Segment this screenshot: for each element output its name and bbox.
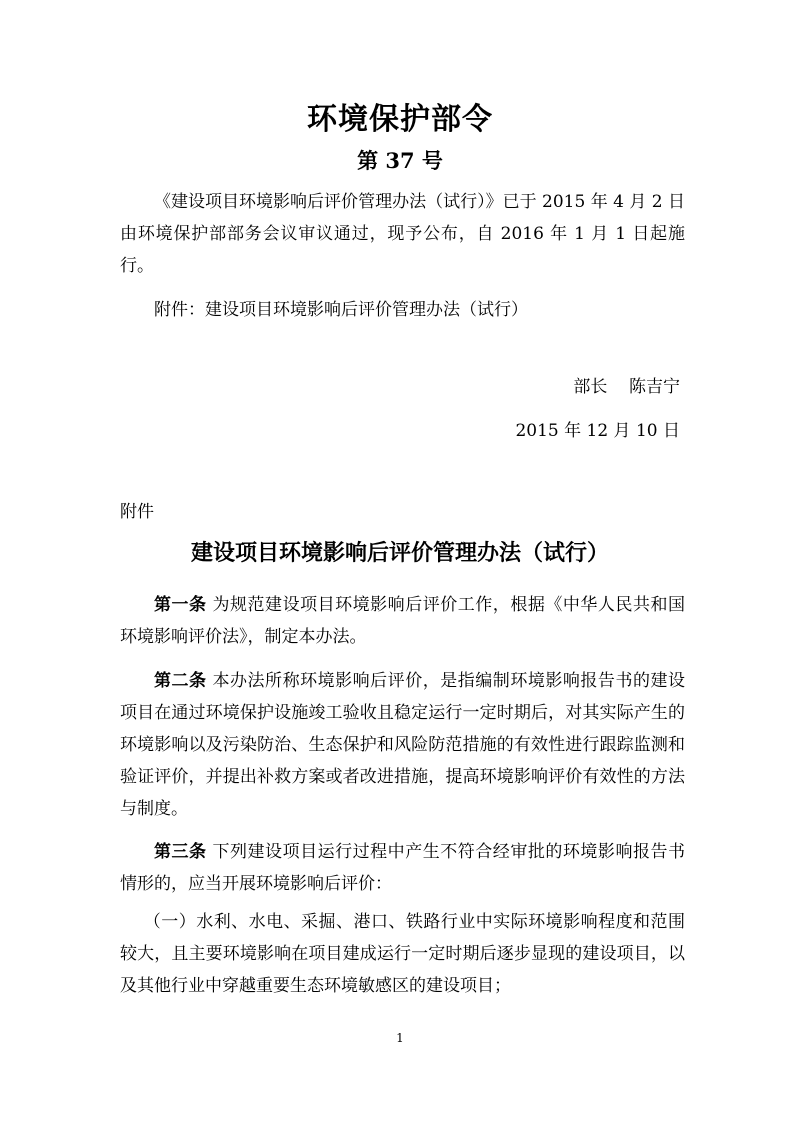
article-3 [120, 836, 685, 900]
attachment-line: 附件：建设项目环境影响后评价管理办法（试行） [154, 300, 528, 320]
signature-date: 2015 年 12 月 10 日 [515, 421, 680, 441]
page-number: 1 [396, 1031, 404, 1045]
article-3-item-1: （一）水利、水电、采掘、港口、铁路行业中实际环境影响程度和范围较大，且主要环境影响在项目建成运行一定时期后逐步显现的建设项目，以及其他行业中穿越重要生态环境敏感区的建设项目； [120, 912, 685, 996]
appendix-title: 建设项目环境影响后评价管理办法（试行） [190, 540, 609, 566]
article-1-lead: 第一条 [154, 595, 207, 615]
article-3-text: 下列建设项目运行过程中产生不符合经审批的环境影响报告书情形的，应当开展环境影响后评价： [120, 842, 685, 894]
article-2-lead: 第二条 [154, 671, 207, 691]
decree-title: 环境保护部令 [307, 102, 493, 137]
decree-number: 第 37 号 [357, 148, 443, 173]
article-1 [120, 589, 685, 653]
minister-signature: 部长 陈吉宁 [573, 377, 680, 397]
notice-paragraph: 《建设项目环境影响后评价管理办法（试行）》已于 2015 年 4 月 2 日由环境保护部部务会议审议通过，现予公布，自 2016 年 1 月 1 日起施行。 [120, 192, 685, 276]
appendix-label: 附件 [120, 502, 154, 522]
article-2 [120, 665, 685, 825]
article-1-text: 为规范建设项目环境影响后评价工作，根据《中华人民共和国环境影响评价法》，制定本办法。 [120, 595, 685, 647]
article-2-text: 本办法所称环境影响后评价，是指编制环境影响报告书的建设项目在通过环境保护设施竣工验收且稳定运行一定时期后，对其实际产生的环境影响以及污染防治、生态保护和风险防范措施的有效性进行跟踪监测和验证评价，并提出补救方案或者改进措施，提高环境影响评价有效性的方法与制度。 [120, 671, 685, 819]
article-3-lead: 第三条 [154, 842, 207, 862]
